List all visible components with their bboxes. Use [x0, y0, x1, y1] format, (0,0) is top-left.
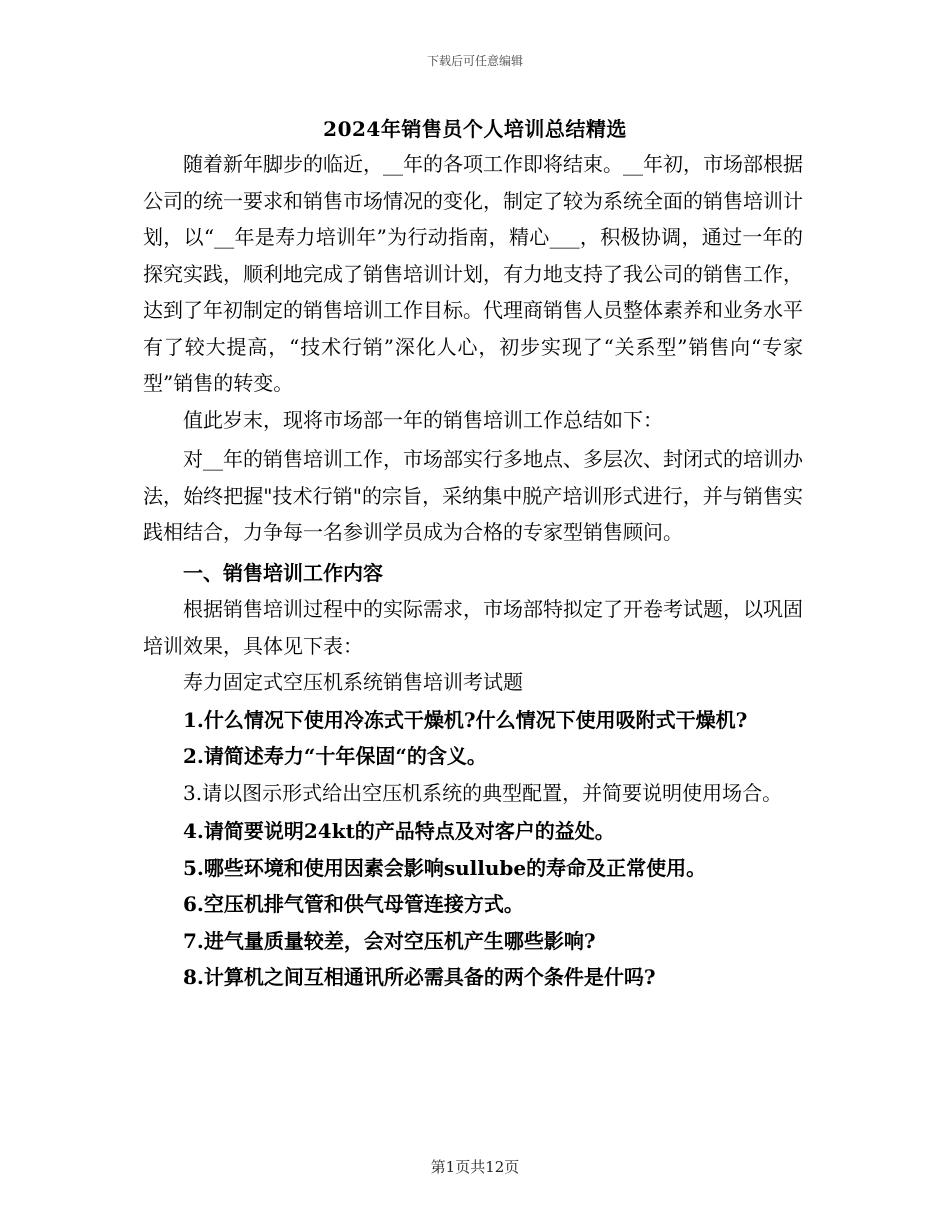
section-heading-content: 一、销售培训工作内容: [183, 560, 383, 585]
exam-title: 寿力固定式空压机系统销售培训考试题: [183, 670, 523, 694]
paragraph-method: 对__年的销售培训工作，市场部实行多地点、多层次、封闭式的培训办法，始终把握"技术行销"的宗旨，采纳集中脱产培训形式进行，并与销售实践相结合，力争每一名参训学员成为合格的专家型销售顾问。: [143, 447, 803, 544]
exam-question-2: 2.请简述寿力“十年保固“的含义。: [183, 744, 487, 768]
header-note: 下载后可任意编辑: [426, 54, 523, 68]
exam-question-7: 7.进气量质量较差，会对空压机产生哪些影响?: [183, 928, 596, 953]
exam-question-3: 3.请以图示形式给出空压机系统的典型配置，并简要说明使用场合。: [183, 780, 783, 805]
exam-question-8: 8.计算机之间互相通讯所必需具备的两个条件是什吗?: [183, 965, 656, 989]
document-body: [143, 146, 803, 996]
exam-question-5: 5.哪些环境和使用因素会影响sullube的寿命及正常使用。: [183, 855, 707, 880]
paragraph-intro: 随着新年脚步的临近，__年的各项工作即将结束。__年初，市场部根据公司的统一要求和销售市场情况的变化，制定了较为系统全面的销售培训计划，以“__年是寿力培训年”为行动指南，精心___，积极协调，通过一年的探究实践，顺利地完成了销售培训计划，有力地支持了我公司的销售工作，达到了年初制定的销售培训工作目标。代理商销售人员整体素养和业务水平有了较大提高，“技术行销”深化人心，初步实现了“关系型”销售向“专家型”销售的转变。: [143, 152, 803, 395]
paragraph-exam-lead: 根据销售培训过程中的实际需求，市场部特拟定了开卷考试题，以巩固培训效果，具体见下表：: [143, 597, 803, 658]
document-title: 2024年销售员个人培训总结精选: [323, 117, 627, 141]
exam-question-4: 4.请简要说明24kt的产品特点及对客户的益处。: [183, 819, 615, 843]
page-footer: 第1页共12页: [430, 1158, 520, 1176]
exam-question-1: 1.什么情况下使用冷冻式干燥机?什么情况下使用吸附式干燥机?: [183, 707, 748, 732]
exam-question-6: 6.空压机排气管和供气母管连接方式。: [183, 892, 524, 916]
paragraph-summary-lead: 值此岁末，现将市场部一年的销售培训工作总结如下：: [183, 407, 663, 432]
